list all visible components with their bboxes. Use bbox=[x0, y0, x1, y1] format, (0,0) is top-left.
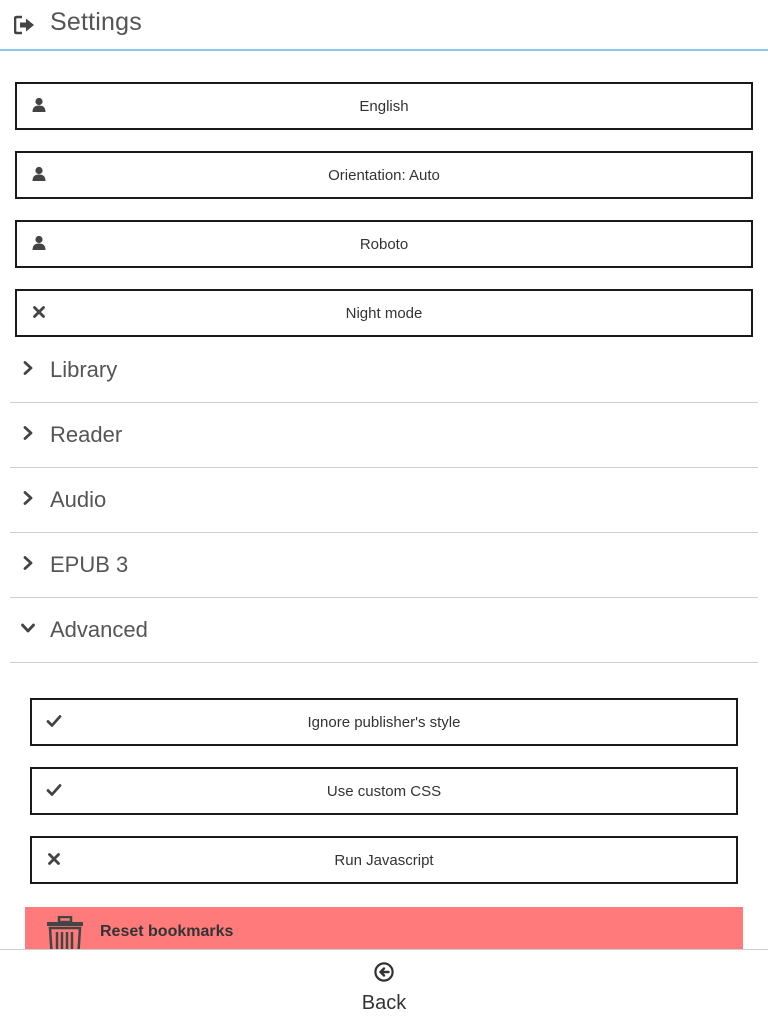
chevron-down-icon bbox=[20, 620, 36, 636]
chevron-right-icon bbox=[20, 360, 36, 376]
use-custom-css-label: Use custom CSS bbox=[326, 783, 442, 800]
orientation-label: Orientation: Auto bbox=[328, 167, 440, 184]
section-reader-label: Reader bbox=[50, 422, 123, 447]
sign-out-icon[interactable] bbox=[14, 15, 36, 35]
section-advanced-label: Advanced bbox=[50, 617, 148, 642]
reset-bookmarks-button[interactable] bbox=[25, 907, 743, 949]
page-title: Settings bbox=[50, 8, 142, 36]
section-audio-label: Audio bbox=[50, 487, 107, 512]
settings-content bbox=[0, 53, 768, 949]
back-button[interactable] bbox=[0, 949, 768, 1024]
ignore-publisher-style-label: Ignore publisher's style bbox=[307, 714, 461, 731]
run-javascript-toggle[interactable] bbox=[30, 836, 738, 884]
back-label: Back bbox=[361, 992, 407, 1014]
font-label: Roboto bbox=[359, 236, 409, 253]
orientation-button[interactable] bbox=[15, 151, 753, 199]
chevron-right-icon bbox=[20, 555, 36, 571]
font-button[interactable] bbox=[15, 220, 753, 268]
night-mode-label: Night mode bbox=[345, 305, 423, 322]
section-audio[interactable] bbox=[10, 468, 758, 533]
arrow-circle-left-icon bbox=[374, 962, 394, 982]
trash-icon bbox=[45, 916, 85, 949]
section-epub3[interactable] bbox=[10, 533, 758, 598]
language-label: English bbox=[359, 98, 409, 115]
run-javascript-label: Run Javascript bbox=[334, 852, 434, 869]
section-reader[interactable] bbox=[10, 403, 758, 468]
chevron-right-icon bbox=[20, 490, 36, 506]
ignore-publisher-style-toggle[interactable] bbox=[30, 698, 738, 746]
section-library[interactable] bbox=[10, 338, 758, 403]
chevron-right-icon bbox=[20, 425, 36, 441]
language-button[interactable] bbox=[15, 82, 753, 130]
section-advanced[interactable] bbox=[10, 598, 758, 663]
header-bar bbox=[0, 0, 768, 51]
reset-bookmarks-label: Reset bookmarks bbox=[100, 923, 234, 940]
section-epub3-label: EPUB 3 bbox=[50, 552, 129, 577]
use-custom-css-toggle[interactable] bbox=[30, 767, 738, 815]
section-library-label: Library bbox=[50, 357, 118, 382]
night-mode-toggle[interactable] bbox=[15, 289, 753, 337]
